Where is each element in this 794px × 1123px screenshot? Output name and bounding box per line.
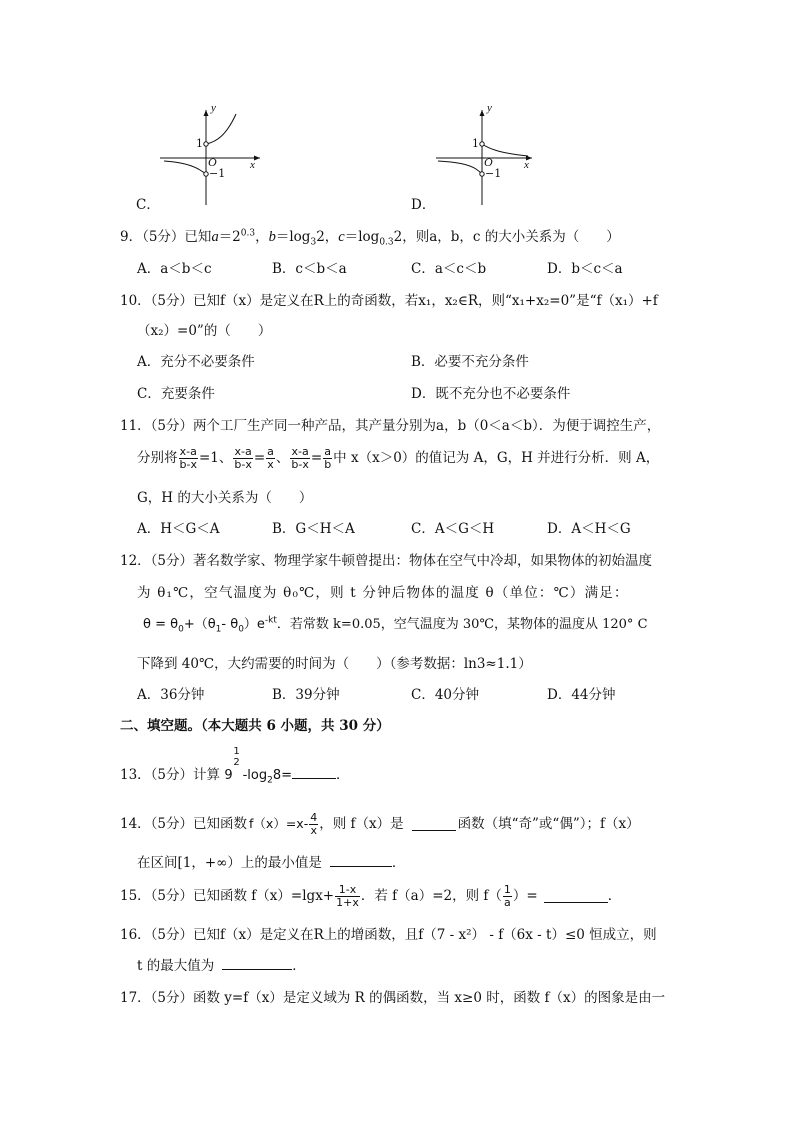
q10-line1: 10．（5分）已知f（x）是定义在R上的奇函数，若x₁，x₂∈R，则“x₁+x₂=0”是“f（x₁）+f <box>120 293 658 309</box>
graph-c-x-label: x <box>250 159 255 171</box>
graph-d-tick-neg1: −1 <box>485 167 502 180</box>
q16-answer-blank[interactable] <box>222 957 292 970</box>
graph-c-tick-neg1: −1 <box>209 167 226 180</box>
graph-c-y-label: y <box>211 102 216 114</box>
q10-option-c[interactable]: C．充要条件 <box>137 386 215 402</box>
q10-option-a[interactable]: A．充分不必要条件 <box>137 354 255 370</box>
graph-d-origin: O <box>484 155 493 169</box>
section-2-heading: 二、填空题。（本大题共 6 小题，共 30 分） <box>120 718 390 734</box>
q11-line1: 11．（5分）两个工厂生产同一种产品，其产量分别为a，b（0＜a＜b）．为便于调控生产， <box>120 418 661 434</box>
q14-answer-blank-2[interactable] <box>330 854 392 867</box>
q15-frac: $\frac{1-x}{1+x}$ <box>336 882 359 909</box>
q12-line2: 为 θ₁℃，空气温度为 θ₀℃，则 t 分钟后物体的温度 θ（单位：℃）满足： <box>137 585 629 601</box>
q9-option-b[interactable]: B．c＜b＜a <box>272 261 347 277</box>
q12-option-a[interactable]: A．36分钟 <box>137 687 205 703</box>
question-15: 15．（5分）已知函数 f（x）=lgx+ $\frac{1-x}{1+x}$ ．若 f（a）=2，则 f（ $\frac{1}{a}$ ）= ． <box>120 882 622 909</box>
q9-head: 9．（5分）已知 <box>120 229 212 245</box>
q9-option-a[interactable]: A．a＜b＜c <box>137 261 212 277</box>
option-c-label: C． <box>136 197 160 213</box>
question-9: 9．（5分）已知$a=2^{0.3}$，$b=\log_32$，$c=\log_{0.3}2$，则a，b，c 的大小关系为（ ） <box>120 228 620 248</box>
question-13: 13．（5分）计算 9 1 2 $-\log_28=$ ． <box>120 746 350 786</box>
question-14: 14．（5分）已知函数 f（x）=x- $\frac{4}{x}$ ，则 f（x）是 函数（填“奇”或“偶”）；f（x） <box>120 810 640 837</box>
q12-line4: 下降到 40℃，大约需要的时间为（ ）（参考数据：ln3≈1.1） <box>137 656 532 672</box>
q11-line2: 分别将 $\frac{x-a}{b-x}$ =1、 $\frac{x-a}{b-x}$ = $\frac{a}{x}$ 、 $\frac{x-a}{b-x}$ = $\frac{a}{b}$ 中 x（x＞0）的值记为 A，G，H 并进行分析．则 A， <box>137 444 660 471</box>
q9-option-c[interactable]: C．a＜c＜b <box>411 261 487 277</box>
graph-d-y-label: y <box>487 102 492 114</box>
q14-frac: $\frac{4}{x}$ <box>310 810 318 837</box>
q12-option-c[interactable]: C．40分钟 <box>411 687 480 703</box>
q15-frac2: $\frac{1}{a}$ <box>503 882 511 909</box>
graph-c-tick-1: 1 <box>196 137 203 150</box>
q11-option-c[interactable]: C．A＜G＜H <box>411 521 495 537</box>
q14-answer-blank-1[interactable] <box>412 818 456 831</box>
q10-line2: （x₂）=0”的（ ） <box>137 323 272 339</box>
q11-frac5: $\frac{a}{b}$ <box>324 444 332 471</box>
graph-c-origin: O <box>208 155 217 169</box>
q12-formula-line: $\theta = \theta_0+(\theta_1-$ $\theta_0)e^{-kt}$．若常数 k=0.05，空气温度为 30℃，某物体的温度从 120° C <box>143 615 648 635</box>
q12-option-d[interactable]: D．44分钟 <box>547 687 616 703</box>
graph-d-x-label: x <box>524 159 529 171</box>
graph-c <box>150 100 270 210</box>
q11-frac4: $\frac{x-a}{b-x}$ <box>291 444 309 471</box>
q16-line1: 16．（5分）已知f（x）是定义在R上的增函数，且f（7 - x²） - f（6x - t）≤0 恒成立，则 <box>120 927 657 943</box>
q15-answer-blank[interactable] <box>544 890 608 903</box>
graph-d-tick-1: 1 <box>472 137 479 150</box>
graph-d <box>428 100 548 210</box>
q17-line1: 17．（5分）函数 y=f（x）是定义域为 R 的偶函数，当 x≥0 时，函数 f（x）的图象是由一 <box>120 990 666 1006</box>
q10-option-b[interactable]: B．必要不充分条件 <box>411 354 529 370</box>
q10-option-d[interactable]: D．既不充分也不必要条件 <box>411 386 571 402</box>
q11-frac3: $\frac{a}{x}$ <box>267 444 274 471</box>
q14-line2: 在区间[1，+∞）上的最小值是 ． <box>137 855 406 871</box>
option-d-label: D． <box>411 197 436 213</box>
q16-line2: t 的最大值为 ． <box>137 958 306 974</box>
q12-option-b[interactable]: B．39分钟 <box>272 687 340 703</box>
q9-option-d[interactable]: D．b＜c＜a <box>547 261 623 277</box>
q11-line3: G，H 的大小关系为（ ） <box>137 490 313 506</box>
q11-frac2: $\frac{x-a}{b-x}$ <box>234 444 252 471</box>
q12-line1: 12．（5分）著名数学家、物理学家牛顿曾提出：物体在空气中冷却，如果物体的初始温度 <box>120 553 653 569</box>
q11-option-a[interactable]: A．H＜G＜A <box>137 521 220 537</box>
q11-frac1: $\frac{x-a}{b-x}$ <box>179 444 197 471</box>
q13-answer-blank[interactable] <box>292 766 336 779</box>
q11-option-b[interactable]: B．G＜H＜A <box>272 521 355 537</box>
q11-option-d[interactable]: D．A＜H＜G <box>547 521 631 537</box>
